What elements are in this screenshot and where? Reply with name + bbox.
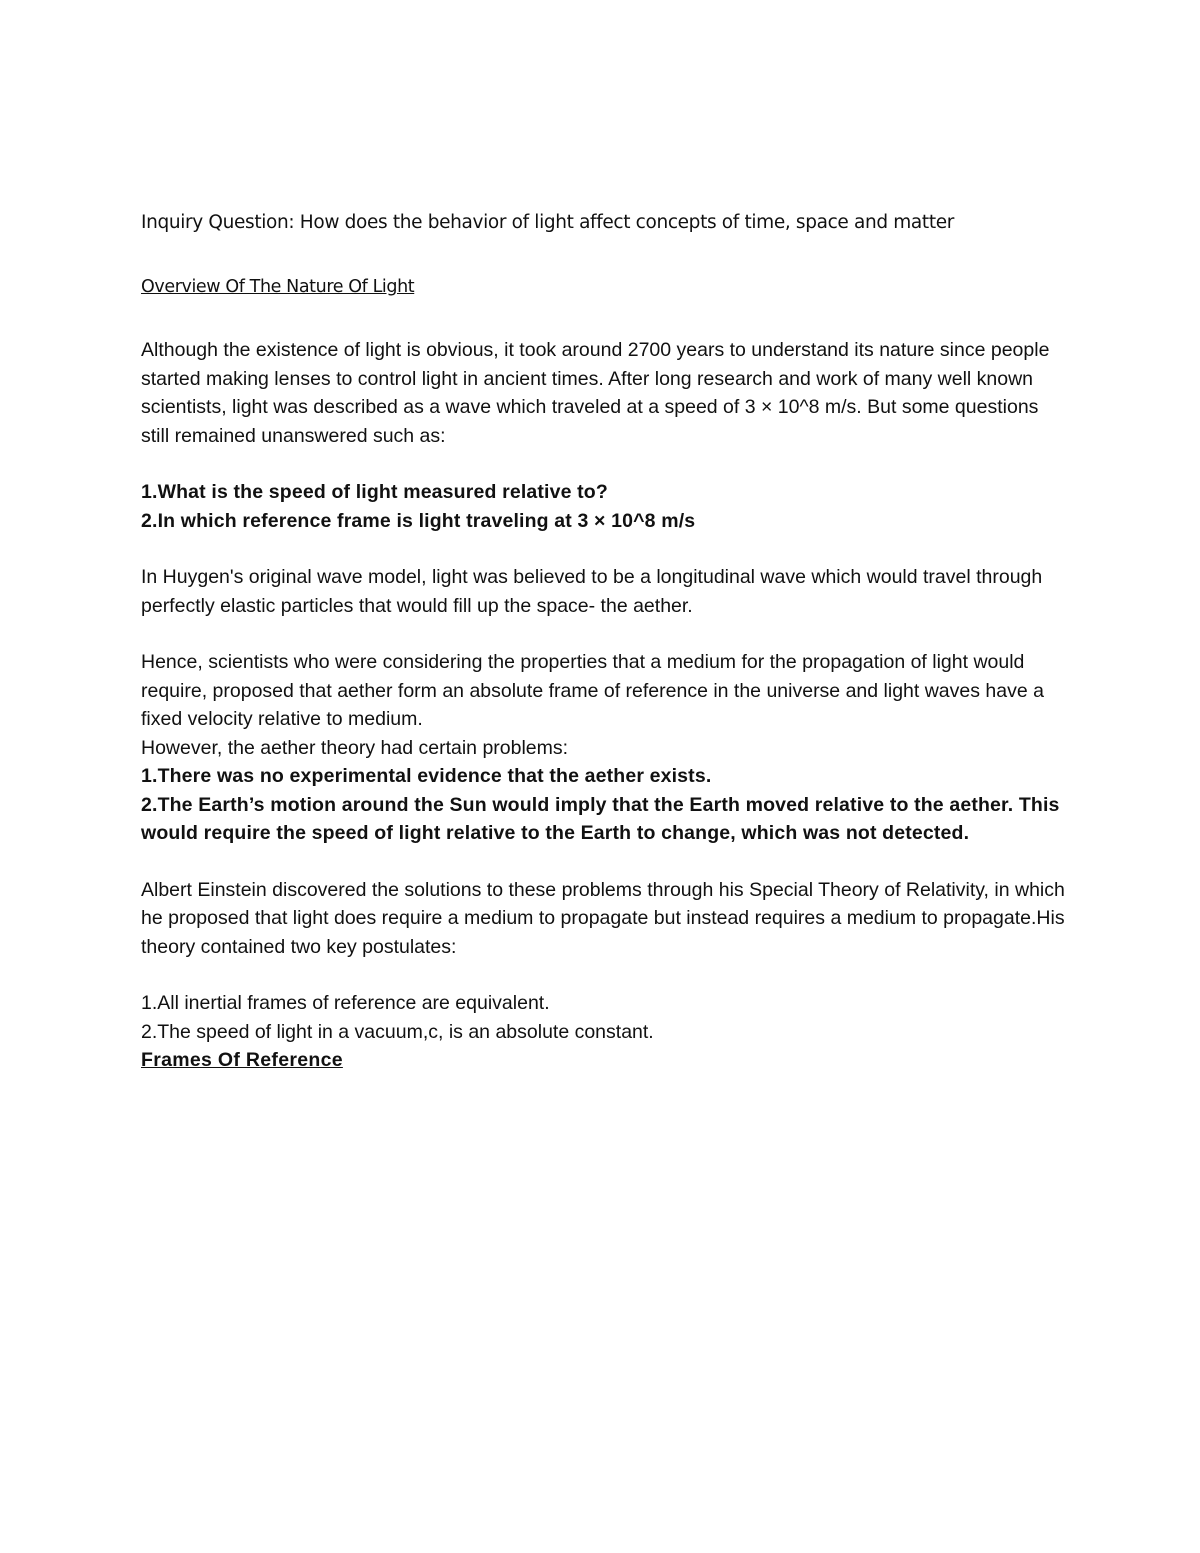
spacer: [141, 848, 1071, 876]
question-item-1: 1.What is the speed of light measured relative to?: [141, 481, 608, 503]
spacer: [141, 961, 1071, 989]
einstein-paragraph: Albert Einstein discovered the solutions to these problems through his Special Theory of Relativity, in which he proposed that light does require a medium to propagate but instead requires a medium to propagate.His theory contained two key postulates:: [141, 878, 1065, 958]
postulate-item-2: 2.The speed of light in a vacuum,c, is an absolute constant.: [141, 1020, 654, 1043]
inquiry-text: How does the behavior of light affect concepts of time, space and matter: [294, 212, 955, 233]
document-page: [141, 209, 1071, 1075]
spacer: [141, 620, 1071, 648]
spacer: [141, 450, 1071, 478]
problem-item-2: 2.The Earth’s motion around the Sun would imply that the Earth moved relative to the aether. This would require the speed of light relative to the Earth to change, which was not detected.: [141, 793, 1060, 844]
frames-heading: Frames Of Reference: [141, 1049, 343, 1071]
problems-intro: However, the aether theory had certain problems:: [141, 736, 569, 759]
inquiry-label: Inquiry Question:: [141, 212, 295, 233]
spacer: [141, 535, 1071, 563]
overview-heading: Overview Of The Nature Of Light: [141, 277, 415, 297]
huygens-paragraph: In Huygen's original wave model, light was believed to be a longitudinal wave which would travel through perfectly elastic particles that would fill up the space- the aether.: [141, 566, 1043, 617]
hence-paragraph: Hence, scientists who were considering the properties that a medium for the propagation of light would require, proposed that aether form an absolute frame of reference in the universe and light waves have a fixed velocity relative to medium.: [141, 651, 1044, 730]
postulate-item-1: 1.All inertial frames of reference are equivalent.: [141, 992, 550, 1014]
intro-paragraph: Although the existence of light is obvious, it took around 2700 years to understand its nature since people started making lenses to control light in ancient times. After long research and work of many well known scientists, light was described as a wave which traveled at a speed of 3 × 10^8 m/s. But some questions still remained unanswered such as:: [141, 339, 1050, 447]
question-item-2: 2.In which reference frame is light traveling at 3 × 10^8 m/s: [141, 509, 696, 532]
inquiry-question: [141, 209, 1071, 237]
problem-item-1: 1.There was no experimental evidence that the aether exists.: [141, 765, 712, 787]
